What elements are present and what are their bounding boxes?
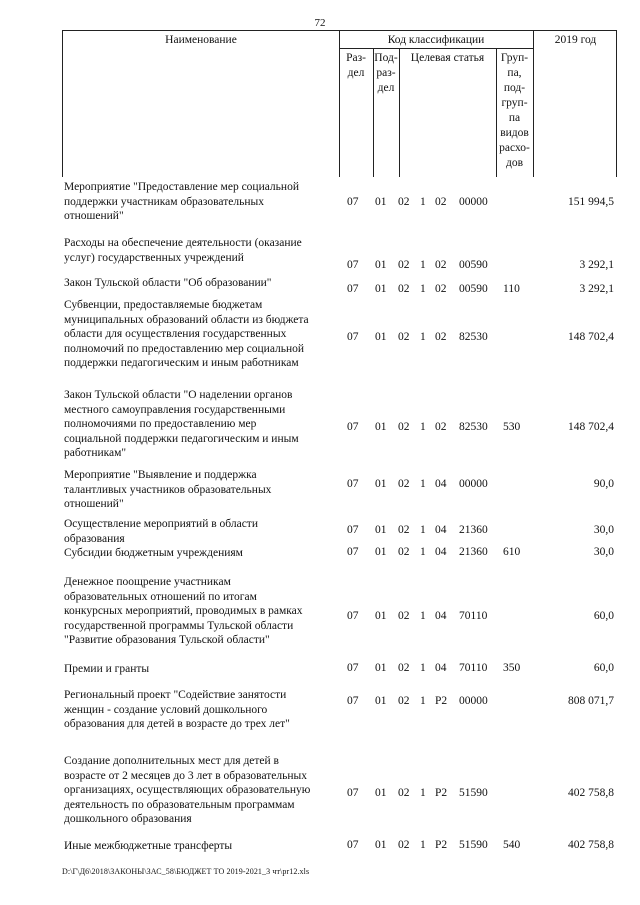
- row-name-line: поддержки участникам образовательных: [64, 195, 264, 208]
- header-subsection: [373, 51, 399, 96]
- code-r: 07: [347, 787, 359, 799]
- header-group-line: расхо-: [499, 142, 530, 154]
- code-c1: 02: [398, 546, 410, 558]
- code-c2: 1: [420, 421, 426, 433]
- header-subsection-line: Под-: [374, 52, 398, 64]
- header-section-line: Раз-: [346, 52, 366, 64]
- code-c4: 21360: [459, 524, 488, 536]
- row-name-line: возрасте от 2 месяцев до 3 лет в образовательных: [64, 769, 308, 782]
- code-c4: 00000: [459, 695, 488, 707]
- code-vr: 110: [503, 283, 520, 295]
- code-c1: 02: [398, 283, 410, 295]
- row-name-line: услуг) государственных учреждений: [64, 251, 244, 264]
- row-name-line: отношений": [64, 210, 124, 222]
- file-path-footer: D:\Г\Д6\2018\ЗАКОНЫ\ЗАС_58\БЮДЖЕТ ТО 2019-2021_3 чт\pr12.xls: [62, 867, 310, 876]
- row-name-line: области для осуществления государственных: [64, 328, 287, 340]
- row-name: [64, 388, 334, 461]
- row-name-line: полномочиями по предоставлению мер: [64, 418, 257, 430]
- row-name: [64, 575, 334, 648]
- code-pr: 01: [375, 259, 387, 271]
- code-c4: 00590: [459, 283, 488, 295]
- row-name: [64, 468, 334, 512]
- header-subsection-line: дел: [377, 82, 395, 94]
- row-name-line: местного самоуправления государственными: [64, 403, 286, 416]
- code-c3: 02: [435, 259, 447, 271]
- row-name-line: Закон Тульской области "Об образовании": [64, 277, 272, 289]
- amount: 402 758,8: [568, 839, 614, 851]
- code-c3: 04: [435, 524, 447, 536]
- code-c1: 02: [398, 839, 410, 851]
- code-pr: 01: [375, 331, 387, 343]
- row-name-line: Региональный проект "Содействие занятости: [64, 689, 287, 701]
- header-group-line: видов: [500, 127, 529, 139]
- code-c1: 02: [398, 331, 410, 343]
- code-pr: 01: [375, 196, 387, 208]
- code-pr: 01: [375, 524, 387, 536]
- code-pr: 01: [375, 546, 387, 558]
- code-c4: 51590: [459, 787, 488, 799]
- code-c3: P2: [435, 839, 448, 851]
- row-name-line: Закон Тульской области "О наделении органов: [64, 389, 293, 401]
- code-c4: 82530: [459, 331, 488, 343]
- header-name: Наименование: [165, 34, 237, 46]
- row-name-line: образования для детей в возрасте до трех лет": [64, 718, 290, 730]
- row-name-line: Субсидии бюджетным учреждениям: [64, 547, 243, 559]
- code-c4: 70110: [459, 662, 488, 674]
- code-c4: 82530: [459, 421, 488, 433]
- amount: 148 702,4: [568, 331, 614, 343]
- row-name: [64, 298, 334, 371]
- code-c4: 21360: [459, 546, 488, 558]
- code-c2: 1: [420, 331, 426, 343]
- amount: 151 994,5: [568, 196, 614, 208]
- code-c4: 00590: [459, 259, 488, 271]
- code-c1: 02: [398, 196, 410, 208]
- code-r: 07: [347, 478, 359, 490]
- code-vr: 540: [503, 839, 521, 851]
- code-c4: 00000: [459, 196, 488, 208]
- row-name-line: социальной поддержки педагогическим и иным: [64, 432, 299, 445]
- row-name-line: полномочий по предоставлению мер социальной: [64, 342, 305, 355]
- code-r: 07: [347, 610, 359, 622]
- code-c1: 02: [398, 259, 410, 271]
- code-pr: 01: [375, 662, 387, 674]
- row-name-line: образовательных отношений по итогам: [64, 590, 257, 603]
- code-r: 07: [347, 546, 359, 558]
- code-c2: 1: [420, 478, 426, 490]
- row-name: [64, 276, 334, 291]
- code-c2: 1: [420, 283, 426, 295]
- header-group-line: Груп-: [500, 52, 529, 64]
- code-c1: 02: [398, 610, 410, 622]
- code-vr: 350: [503, 662, 521, 674]
- code-c3: 02: [435, 196, 447, 208]
- code-vr: 530: [503, 421, 521, 433]
- row-name-line: талантливых участников образовательных: [64, 483, 272, 496]
- row-name-line: Мероприятие "Выявление и поддержка: [64, 469, 257, 481]
- row-name: [64, 839, 334, 854]
- code-c1: 02: [398, 695, 410, 707]
- row-name-line: организациях, осуществляющих образовательную: [64, 784, 311, 796]
- code-r: 07: [347, 421, 359, 433]
- row-name-line: поддержки педагогическим и иным работникам: [64, 357, 299, 369]
- header-year: 2019 год: [554, 34, 597, 46]
- code-c1: 02: [398, 787, 410, 799]
- code-c3: 02: [435, 421, 447, 433]
- code-c2: 1: [420, 546, 426, 558]
- header-group-line: груп-: [501, 97, 528, 109]
- code-vr: 610: [503, 546, 521, 558]
- code-c3: P2: [435, 695, 448, 707]
- row-name: [64, 546, 334, 561]
- header-group-line: дов: [505, 157, 524, 169]
- code-r: 07: [347, 839, 359, 851]
- code-pr: 01: [375, 695, 387, 707]
- code-c2: 1: [420, 787, 426, 799]
- code-c2: 1: [420, 839, 426, 851]
- code-pr: 01: [375, 283, 387, 295]
- header-divider: [399, 49, 400, 177]
- code-c3: 02: [435, 283, 447, 295]
- code-c1: 02: [398, 662, 410, 674]
- header-group-line: па,: [507, 67, 522, 79]
- code-c2: 1: [420, 610, 426, 622]
- row-name-line: муниципальных образований области из бюджета: [64, 313, 309, 326]
- row-name-line: "Развитие образования Тульской области": [64, 634, 270, 646]
- header-classification: Код классификации: [387, 34, 485, 46]
- code-c3: 02: [435, 331, 447, 343]
- amount: 60,0: [593, 662, 614, 674]
- amount: 148 702,4: [568, 421, 614, 433]
- code-c4: 51590: [459, 839, 488, 851]
- header-divider: [533, 31, 534, 177]
- header-group-line: под-: [503, 82, 526, 94]
- row-name-line: работникам": [64, 447, 127, 459]
- amount: 30,0: [593, 546, 614, 558]
- code-c2: 1: [420, 662, 426, 674]
- row-name-line: Денежное поощрение участникам: [64, 576, 231, 588]
- row-name-line: конкурсных мероприятий, проводимых в рамках: [64, 605, 303, 617]
- header-group: [496, 51, 533, 171]
- row-name: [64, 662, 334, 677]
- code-c1: 02: [398, 478, 410, 490]
- code-c2: 1: [420, 259, 426, 271]
- code-pr: 01: [375, 787, 387, 799]
- row-name-line: Субвенции, предоставляемые бюджетам: [64, 299, 263, 311]
- row-name: [64, 517, 334, 546]
- row-name-line: Премии и гранты: [64, 663, 150, 675]
- code-r: 07: [347, 695, 359, 707]
- code-pr: 01: [375, 839, 387, 851]
- code-c4: 00000: [459, 478, 488, 490]
- code-c3: 04: [435, 478, 447, 490]
- row-name-line: Осуществление мероприятий в области: [64, 518, 258, 530]
- row-name-line: деятельность по образовательным программам: [64, 798, 295, 811]
- row-name: [64, 688, 334, 732]
- code-c3: 04: [435, 610, 447, 622]
- row-name: [64, 236, 334, 265]
- header-section: [339, 51, 373, 81]
- row-name-line: Иные межбюджетные трансферты: [64, 840, 233, 852]
- code-pr: 01: [375, 610, 387, 622]
- code-r: 07: [347, 196, 359, 208]
- code-r: 07: [347, 259, 359, 271]
- amount: 60,0: [593, 610, 614, 622]
- amount: 3 292,1: [579, 259, 614, 271]
- row-name-line: образования: [64, 532, 125, 545]
- code-c2: 1: [420, 524, 426, 536]
- amount: 90,0: [593, 478, 614, 490]
- code-c2: 1: [420, 196, 426, 208]
- code-pr: 01: [375, 421, 387, 433]
- header-section-line: дел: [347, 67, 365, 79]
- amount: 402 758,8: [568, 787, 614, 799]
- row-name-line: Расходы на обеспечение деятельности (оказание: [64, 237, 302, 249]
- header-target: Целевая статья: [410, 52, 485, 64]
- row-name-line: дошкольного образования: [64, 813, 192, 825]
- page-number: 72: [314, 17, 326, 29]
- row-name-line: женщин - создание условий дошкольного: [64, 703, 268, 716]
- code-c1: 02: [398, 524, 410, 536]
- code-r: 07: [347, 283, 359, 295]
- code-r: 07: [347, 662, 359, 674]
- code-c4: 70110: [459, 610, 488, 622]
- table-header: [62, 30, 617, 177]
- code-c3: 04: [435, 662, 447, 674]
- code-c2: 1: [420, 695, 426, 707]
- code-r: 07: [347, 524, 359, 536]
- header-group-line: па: [508, 112, 521, 124]
- code-c3: 04: [435, 546, 447, 558]
- row-name-line: Создание дополнительных мест для детей в: [64, 755, 279, 767]
- code-pr: 01: [375, 478, 387, 490]
- amount: 3 292,1: [579, 283, 614, 295]
- row-name-line: отношений": [64, 498, 124, 510]
- code-c3: P2: [435, 787, 448, 799]
- header-divider: [339, 48, 533, 49]
- amount: 808 071,7: [568, 695, 614, 707]
- amount: 30,0: [593, 524, 614, 536]
- row-name-line: Мероприятие "Предоставление мер социальной: [64, 181, 299, 193]
- row-name: [64, 754, 334, 827]
- header-subsection-line: раз-: [376, 67, 396, 79]
- code-r: 07: [347, 331, 359, 343]
- code-c1: 02: [398, 421, 410, 433]
- row-name-line: государственной программы Тульской области: [64, 619, 294, 632]
- row-name: [64, 180, 334, 224]
